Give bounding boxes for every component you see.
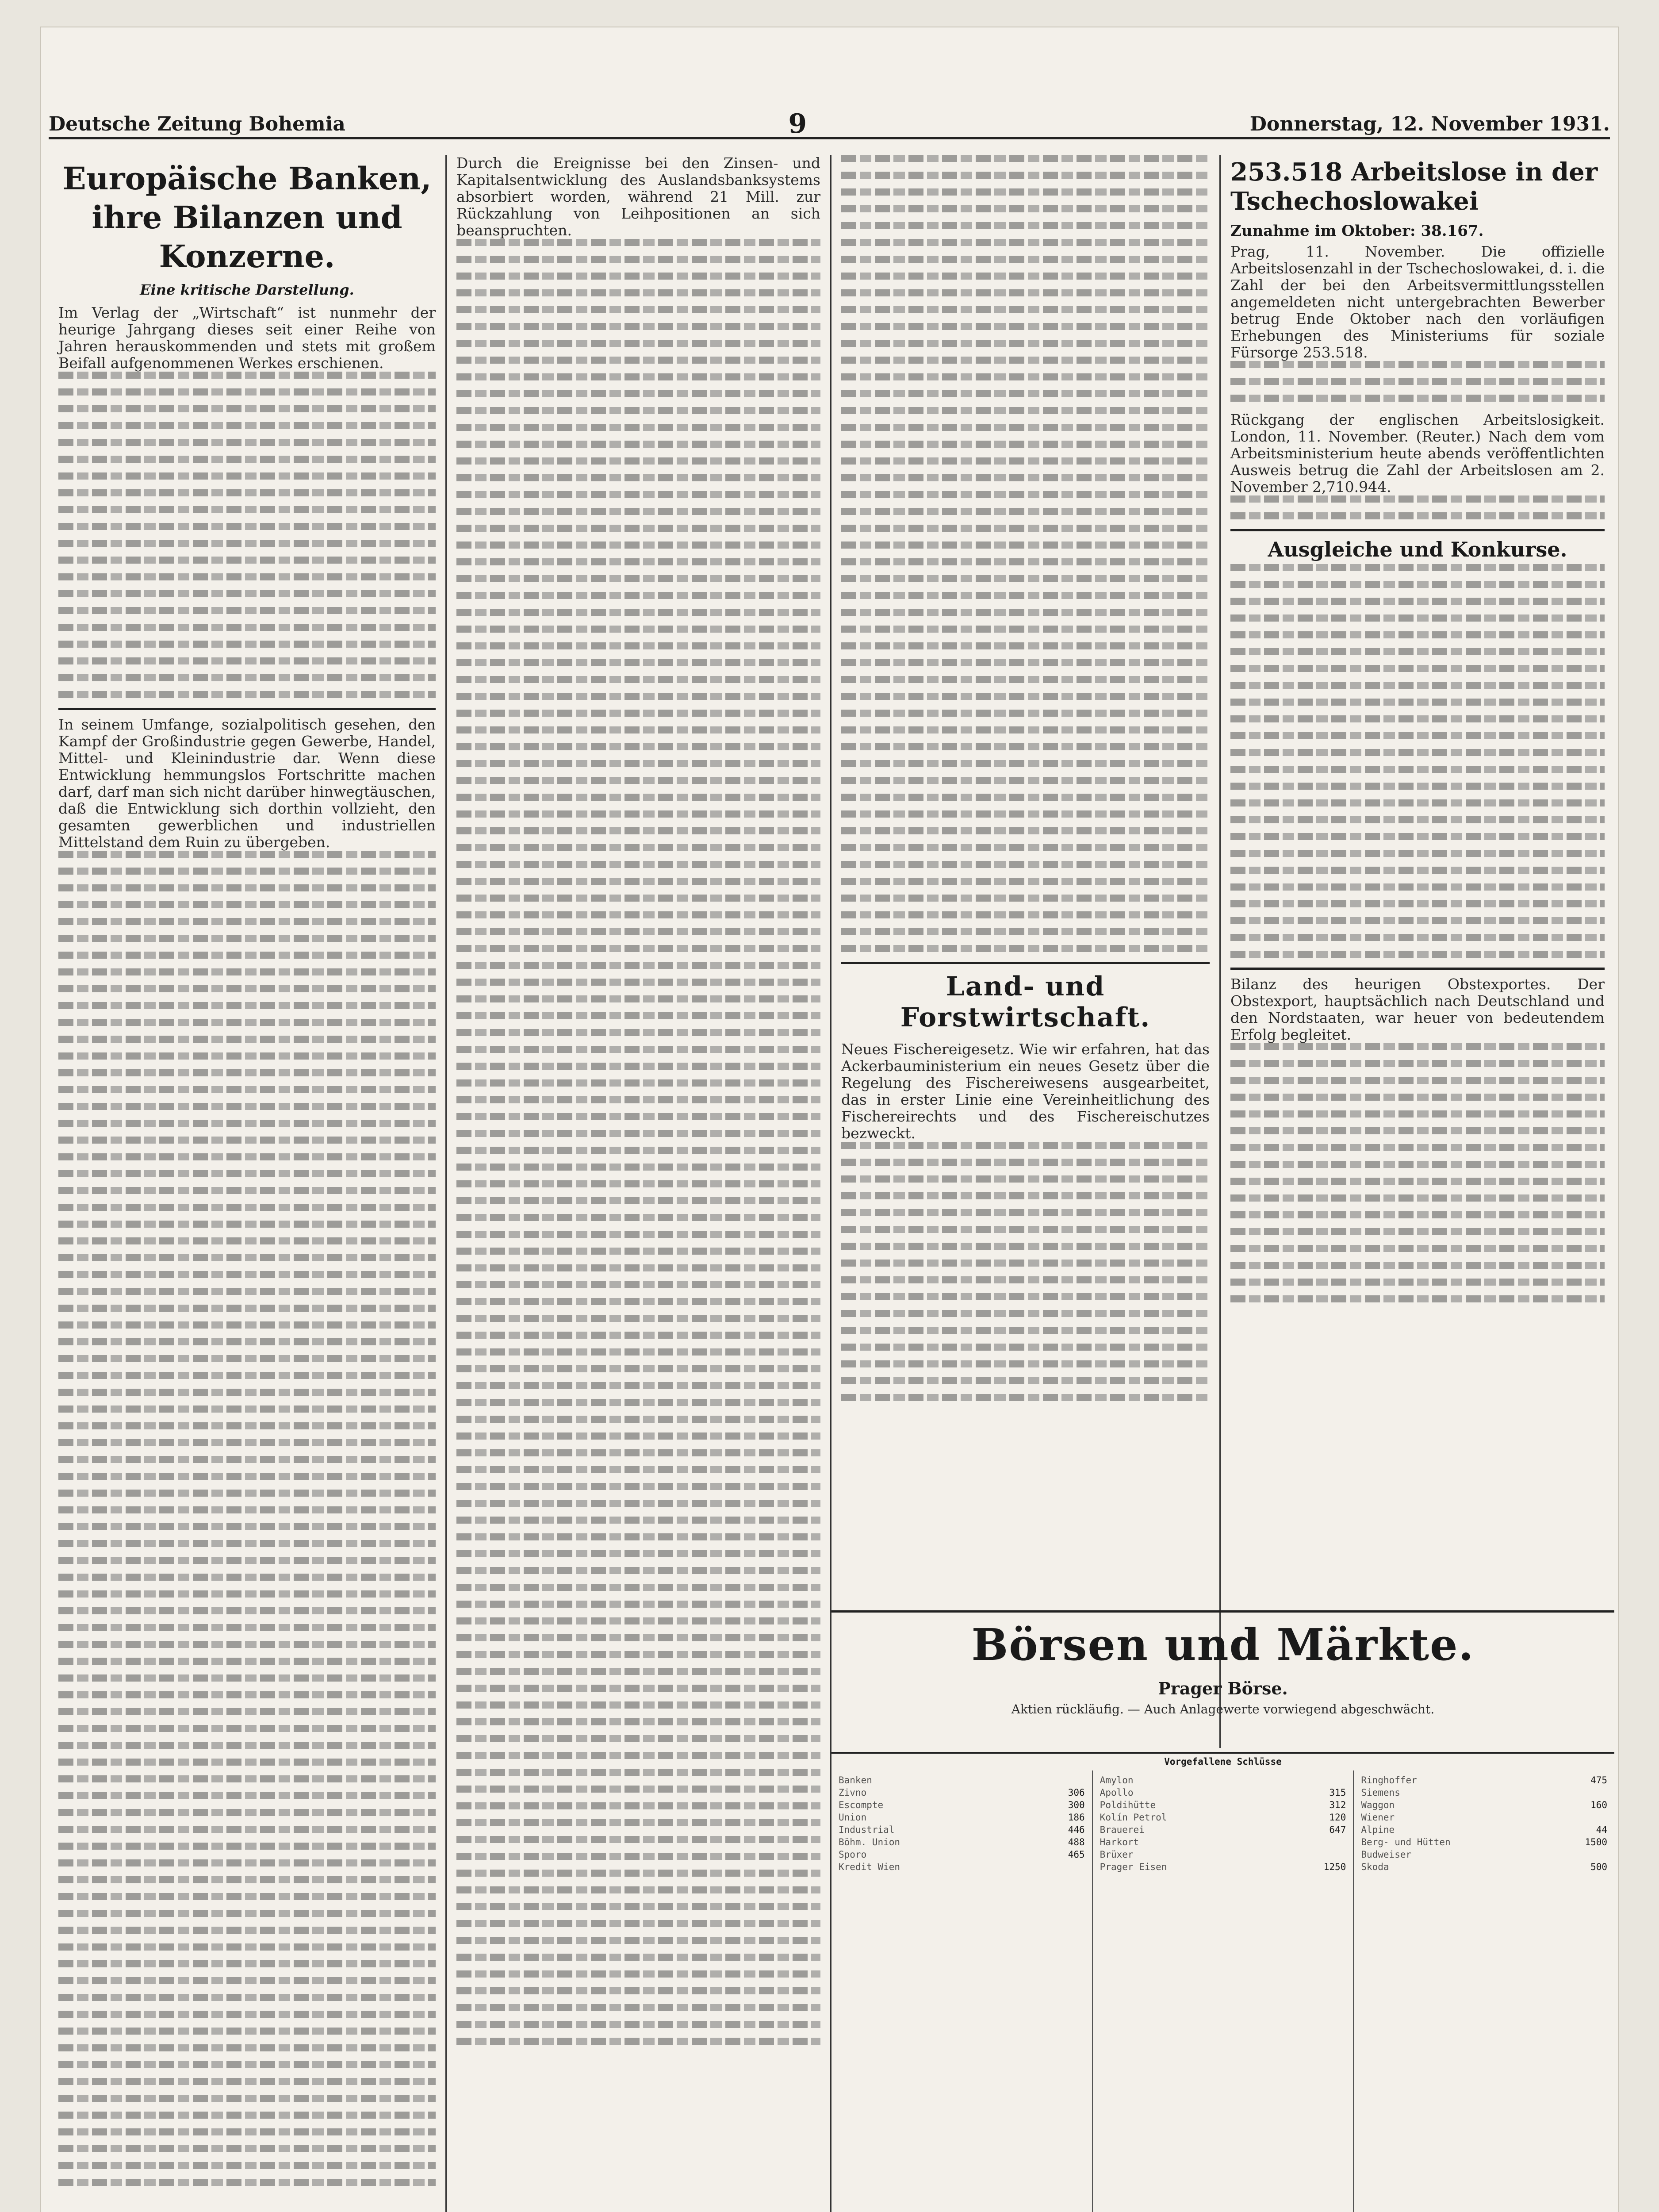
market-cell: Industrial bbox=[839, 1824, 895, 1835]
market-column-2 bbox=[1093, 1770, 1354, 2212]
market-cell: Apollo bbox=[1100, 1787, 1134, 1798]
article-text-unemployment: Prag, 11. November. Die offizielle Arbeitslosenzahl in der Tschechoslowakei, d. i. die Zahl der bei den Arbeitsvermittlungsstellen angemeldeten nicht untergebrachten Bewerber betrug Ende Oktober nach den vorläufigen Erhebungen des Ministeriums für soziale Fürsorge 253.518. bbox=[1230, 243, 1605, 361]
market-cell: Amylon bbox=[1100, 1775, 1134, 1786]
market-cell: 44 bbox=[1596, 1824, 1608, 1835]
page-header bbox=[49, 108, 1610, 139]
market-cell: 186 bbox=[1068, 1812, 1085, 1823]
column-2 bbox=[447, 155, 831, 2212]
market-cell: Brauerei bbox=[1100, 1824, 1145, 1835]
market-cell: Ringhoffer bbox=[1361, 1775, 1417, 1786]
section-title-land: Land- und Forstwirtschaft. bbox=[900, 971, 1151, 1033]
article-text-col1: In seinem Umfange, sozialpolitisch gesehen, den Kampf der Großindustrie gegen Gewerbe, Handel, Mittel- und Kleinindustrie dar. Wenn diese Entwicklung hemmungslos Fortschritte machen darf, darf man sich nicht darüber hinwegtäuschen, daß die Entwicklung sich dorthin vollzieht, den gesamten gewerblichen und industriellen Mittelstand dem Ruin zu übergeben. bbox=[58, 716, 436, 851]
market-cell: Union bbox=[839, 1812, 867, 1823]
section-title-boersen: Börsen und Märkte. bbox=[971, 1620, 1475, 1671]
market-cell: Siemens bbox=[1361, 1787, 1400, 1798]
article-title-banks: Europäische Banken, ihre Bilanzen und Konzerne. bbox=[62, 160, 432, 275]
market-table-heading: Vorgefallene Schlüsse bbox=[1164, 1756, 1282, 1767]
market-cell: 300 bbox=[1068, 1800, 1085, 1810]
article-text-wifo: Durch die Ereignisse bei den Zinsen- und Kapitalsentwicklung des Auslandsbanksystems absorbiert worden, während 21 Mill. zur Rückzahlung von Leihpositionen an sich beanspruchten. bbox=[456, 155, 820, 239]
market-cell: 647 bbox=[1329, 1824, 1346, 1835]
market-column-3 bbox=[1354, 1770, 1614, 2212]
market-table bbox=[831, 1752, 1614, 2212]
market-cell: Skoda bbox=[1361, 1862, 1389, 1872]
market-cell: 160 bbox=[1590, 1800, 1608, 1810]
article-text-obst: Bilanz des heurigen Obstexportes. Der Obstexport, hauptsächlich nach Deutschland und den Nordstaaten, war heuer von bedeutendem Erfolg begleitet. bbox=[1230, 975, 1605, 1043]
market-cell: Brüxer bbox=[1100, 1849, 1134, 1860]
article-text-land: Neues Fischereigesetz. Wie wir erfahren, hat das Ackerbauministerium ein neues Gesetz über die Regelung des Fischereiwesens ausgearbeitet, das in erster Linie eine Vereinheitlichung des Fischereirechts und des Fischereischutzes bezweckt. bbox=[841, 1041, 1210, 1142]
market-cell: Sporo bbox=[839, 1849, 867, 1860]
market-cell: Escompte bbox=[839, 1800, 884, 1810]
market-cell: 315 bbox=[1329, 1787, 1346, 1798]
market-cell: Zivno bbox=[839, 1787, 867, 1798]
market-cell: 312 bbox=[1329, 1800, 1346, 1810]
article-title-unemployment: 253.518 Arbeitslose in der Tschechoslowakei bbox=[1230, 157, 1598, 216]
market-cell: 475 bbox=[1590, 1775, 1608, 1786]
market-column-1 bbox=[831, 1770, 1093, 2212]
prager-boerse-subtitle: Aktien rückläufig. — Auch Anlagewerte vorwiegend abgeschwächt. bbox=[1011, 1702, 1435, 1717]
market-cell: Wiener bbox=[1361, 1812, 1395, 1823]
article-subtitle-banks: Eine kritische Darstellung. bbox=[140, 281, 354, 298]
issue-date: Donnerstag, 12. November 1931. bbox=[1249, 112, 1610, 135]
column-1 bbox=[49, 155, 447, 2212]
market-cell: 306 bbox=[1068, 1787, 1085, 1798]
market-cell: 1500 bbox=[1585, 1837, 1608, 1847]
market-cell: Banken bbox=[839, 1775, 872, 1786]
article-subtitle-unemployment: Zunahme im Oktober: 38.167. bbox=[1230, 222, 1484, 240]
article-text-england: Rückgang der englischen Arbeitslosigkeit. London, 11. November. (Reuter.) Nach dem vom Arbeitsministerium heute abends veröffentlichten Ausweis betrug die Zahl der Arbeitslosen am 2. November 2,710.944. bbox=[1230, 411, 1605, 495]
masthead: Deutsche Zeitung Bohemia bbox=[49, 112, 345, 135]
market-cell: Budweiser bbox=[1361, 1849, 1412, 1860]
market-cell: Kredit Wien bbox=[839, 1862, 900, 1872]
column-4 bbox=[1221, 155, 1614, 1748]
page-number: 9 bbox=[788, 108, 807, 139]
section-title-ausgleiche: Ausgleiche und Konkurse. bbox=[1268, 538, 1567, 561]
market-cell: Prager Eisen bbox=[1100, 1862, 1167, 1872]
prager-boerse-title: Prager Börse. bbox=[1158, 1678, 1288, 1698]
market-cell: 120 bbox=[1329, 1812, 1346, 1823]
market-cell: Böhm. Union bbox=[839, 1837, 900, 1847]
market-cell: 446 bbox=[1068, 1824, 1085, 1835]
article-text-banks: Im Verlag der „Wirtschaft“ ist nunmehr der heurige Jahrgang dieses seit einer Reihe von Jahren herauskommenden und stets mit großem Beifall aufgenommenen Werkes erschienen. bbox=[58, 304, 436, 372]
market-cell: Poldihütte bbox=[1100, 1800, 1156, 1810]
market-cell: Kolín Petrol bbox=[1100, 1812, 1167, 1823]
market-cell: Berg- und Hütten bbox=[1361, 1837, 1451, 1847]
market-cell: 465 bbox=[1068, 1849, 1085, 1860]
market-cell: 500 bbox=[1590, 1862, 1608, 1872]
market-cell: Alpine bbox=[1361, 1824, 1395, 1835]
column-3 bbox=[831, 155, 1221, 1748]
market-cell: 488 bbox=[1068, 1837, 1085, 1847]
market-cell: Harkort bbox=[1100, 1837, 1139, 1847]
market-cell: 1250 bbox=[1323, 1862, 1346, 1872]
market-cell: Waggon bbox=[1361, 1800, 1395, 1810]
boersen-section bbox=[831, 1610, 1614, 1754]
